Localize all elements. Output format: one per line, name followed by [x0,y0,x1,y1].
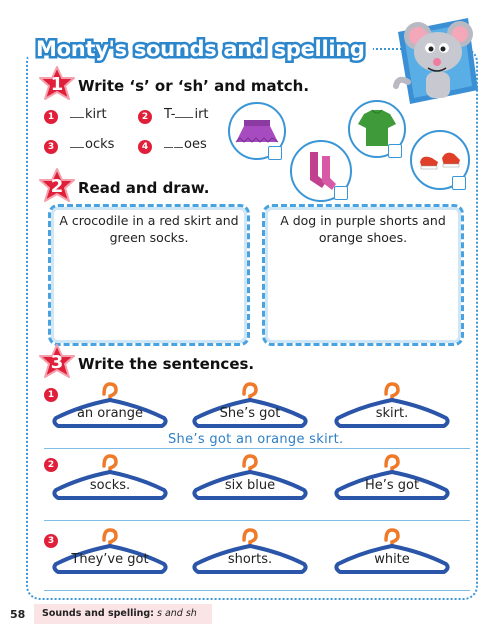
blank-field[interactable] [70,137,84,148]
mouse-mascot-icon [388,12,480,108]
word-tshirt [164,107,209,122]
hanger-word: socks. [89,478,131,493]
hanger-word: six blue [224,478,276,493]
draw-prompt-crocodile: A crocodile in a red skirt and green socks. [59,213,239,245]
hanger[interactable] [190,452,310,502]
section-2-number: 2 [50,176,64,197]
section-2-heading: Read and draw. [78,179,210,197]
word-suffix: oes [184,137,207,152]
example-answer: She’s got an orange skirt. [168,432,344,447]
hanger[interactable] [50,452,170,502]
footer-label [34,604,212,624]
hanger-icon [190,380,310,430]
page-title: Monty's sounds and spelling [36,37,365,61]
word-shoes [164,137,207,152]
section-3-heading: Write the sentences. [78,355,255,373]
socks-checkbox[interactable] [334,186,348,200]
answer-line[interactable] [44,590,470,591]
answer-line[interactable] [44,520,470,521]
blank-field[interactable] [164,137,173,148]
blank-field[interactable] [175,107,193,118]
hanger-word: white [374,552,410,567]
hanger-word: skirt. [375,406,409,421]
hanger[interactable] [332,452,452,502]
section-1-heading: Write ‘s’ or ‘sh’ and match. [78,77,310,95]
hanger-icon [190,526,310,576]
row-2-number: 2 [44,458,58,472]
hanger-word: She’s got [219,406,281,421]
word-skirt [70,107,107,122]
hanger-word: shorts. [227,552,273,567]
section-3-number: 3 [50,352,64,373]
item-4-number: 4 [138,140,152,154]
draw-prompt-dog: A dog in purple shorts and orange shoes. [280,213,446,245]
row-1-number: 1 [44,388,58,402]
item-1-number: 1 [44,110,58,124]
page-number: 58 [10,608,26,621]
hanger[interactable] [50,380,170,430]
word-socks [70,137,114,152]
section-1-star-badge [38,66,76,104]
hanger[interactable] [190,526,310,576]
hanger-icon [332,380,452,430]
hanger-icon [50,526,170,576]
tshirt-checkbox[interactable] [388,144,402,158]
answer-line[interactable] [44,448,470,449]
hanger-word: They’ve got [71,552,149,567]
item-2-number: 2 [138,110,152,124]
blank-field[interactable] [70,107,84,118]
section-3-star-badge [38,344,76,382]
hanger-word: He’s got [364,478,420,493]
section-2-star-badge [38,168,76,206]
hanger[interactable] [50,526,170,576]
title-banner [28,32,373,66]
word-suffix: irt [194,107,209,122]
hanger[interactable] [190,380,310,430]
hanger-icon [332,526,452,576]
word-prefix: T- [164,107,176,122]
word-suffix: ocks [85,137,115,152]
hanger-word: an orange [76,406,144,421]
footer-label-bold: Sounds and spelling: [42,608,154,619]
blank-field[interactable] [174,137,183,148]
item-3-number: 3 [44,140,58,154]
hanger[interactable] [332,526,452,576]
hanger-icon [190,452,310,502]
row-3-number: 3 [44,534,58,548]
skirt-checkbox[interactable] [268,146,282,160]
hanger[interactable] [332,380,452,430]
hanger-icon [50,452,170,502]
word-suffix: kirt [85,107,107,122]
footer-label-italic: s and sh [157,608,197,619]
section-1-number: 1 [50,74,64,95]
hanger-icon [50,380,170,430]
shoes-checkbox[interactable] [452,176,466,190]
hanger-icon [332,452,452,502]
